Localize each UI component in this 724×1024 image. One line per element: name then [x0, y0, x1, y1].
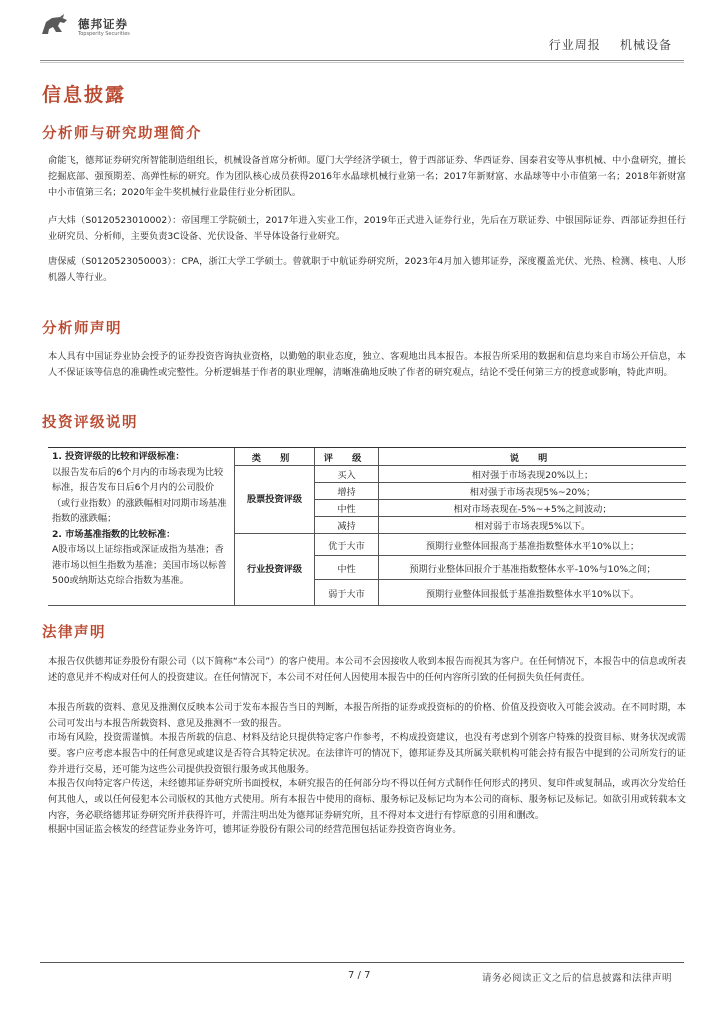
legal-para-2: 本报告所载的资料、意见及推测仅反映本公司于发布本报告当日的判断，本报告所指的证券或投资标的的价格、价值及投资收入可能会波动。在不同时期，本公司可发出与本报告所载资料、意见及推测不一致的报告。 [48, 702, 686, 729]
logo-text: 德邦证券 [78, 17, 128, 31]
rating-neutral-desc: 相对市场表现在-5%~+5%之间波动； [378, 500, 686, 517]
footer-divider [40, 962, 684, 963]
rating-buy: 买入 [314, 466, 378, 483]
criteria-text-1: 以报告发布后的6个月内的市场表现为比较标准，报告发布日后6个月内的公司股价（或行业指数）的涨跌幅相对同期市场基准指数的涨跌幅； [52, 466, 227, 524]
page-title: 信息披露 [42, 84, 127, 106]
analyst-bio-2: 卢大炜（S0120523010002）：帝国理工学院硕士，2017年进入实业工作，2019年正式进入证券行业，先后在万联证券、中银国际证券、西部证券担任行业研究员、分析师，主要负责3C设备、光伏设备、半导体设备行业研究。 [48, 215, 686, 242]
report-category: 行业周报 机械设备 [548, 38, 672, 52]
analyst-bio-3: 唐保威（S0120523050003）：CPA，浙江大学工学硕士。曾就职于中航证券研究所，2023年4月加入德邦证券，深度覆盖光伏、光热、检测、核电、人形机器人等行业。 [48, 256, 686, 283]
col-header-category: 类 别 [234, 448, 314, 466]
criteria-text-2: A股市场以上证综指或深证成指为基准；香港市场以恒生指数为基准；美国市场以标普500或纳斯达克综合指数为基准。 [52, 544, 227, 586]
rating-title: 投资评级说明 [42, 415, 138, 431]
rating-underperform: 弱于大市 [314, 580, 378, 605]
header-divider-secondary [40, 62, 684, 63]
col-header-rating: 评 级 [314, 448, 378, 466]
analyst-statement-title: 分析师声明 [42, 321, 122, 337]
analyst-bio-1: 俞能飞，德邦证券研究所智能制造组组长，机械设备首席分析师。厦门大学经济学硕士，曾于西部证券、华西证券、国泰君安等从事机械、中小盘研究，擅长挖掘底部、强预期差、高弹性标的研究。作为团队核心成员获得2016年水晶球机械行业第一名；2017年新财富、水晶球等中小市值第一名；2018年新财富中小市值第三名；2020年金牛奖机械行业最佳行业分析团队。 [48, 155, 686, 198]
rating-outperform-desc: 预期行业整体回报高于基准指数整体水平10%以上； [378, 534, 686, 556]
group-industry-rating: 行业投资评级 [234, 534, 314, 605]
legal-title: 法律声明 [42, 625, 106, 641]
rating-criteria [48, 448, 232, 605]
rating-grid [234, 448, 686, 605]
rating-buy-desc: 相对强于市场表现20%以上； [378, 466, 686, 483]
legal-para-4: 本报告仅向特定客户传送，未经德邦证券研究所书面授权，本研究报告的任何部分均不得以任何方式制作任何形式的拷贝、复印件或复制品，或再次分发给任何其他人，或以任何侵犯本公司版权的其他方式使用。所有本报告中使用的商标、服务标记及标记均为本公司的商标、服务标记及标记。如欲引用或转载本文内容，务必联络德邦证券研究所并获得许可，并需注明出处为德邦证券研究所，且不得对本文进行有悖原意的引用和删改。 [48, 778, 686, 821]
company-logo [40, 14, 180, 42]
rating-underperform-desc: 预期行业整体回报低于基准指数整体水平10%以下。 [378, 580, 686, 605]
rating-industry-neutral: 中性 [314, 556, 378, 580]
legal-para-1: 本报告仅供德邦证券股份有限公司（以下简称“本公司”）的客户使用。本公司不会因接收人收到本报告而视其为客户。在任何情况下，本报告中的信息或所表述的意见并不构成对任何人的投资建议。在任何情况下，本公司不对任何人因使用本报告中的任何内容所引致的任何损失负任何责任。 [48, 656, 686, 683]
criteria-heading-2: 2. 市场基准指数的比较标准： [52, 528, 176, 540]
legal-para-3: 市场有风险，投资需谨慎。本报告所载的信息、材料及结论只提供特定客户作参考，不构成投资建议，也没有考虑到个别客户特殊的投资目标、财务状况或需要。客户应考虑本报告中的任何意见或建议是否符合其特定状况。在法律许可的情况下，德邦证券及其所属关联机构可能会持有报告中提到的公司所发行的证券并进行交易，还可能为这些公司提供投资银行服务或其他服务。 [48, 732, 686, 775]
rating-neutral: 中性 [314, 500, 378, 517]
rating-industry-neutral-desc: 预期行业整体回报介于基准指数整体水平-10%与10%之间； [378, 556, 686, 580]
group-stock-rating: 股票投资评级 [234, 466, 314, 534]
rating-underweight-desc: 相对弱于市场表现5%以下。 [378, 517, 686, 534]
analyst-statement-text: 本人具有中国证券业协会授予的证券投资咨询执业资格，以勤勉的职业态度，独立、客观地出具本报告。本报告所采用的数据和信息均来自市场公开信息，本人不保证该等信息的准确性或完整性。分析逻辑基于作者的职业理解，清晰准确地反映了作者的研究观点，结论不受任何第三方的授意或影响，特此声明。 [48, 351, 686, 378]
rating-outperform: 优于大市 [314, 534, 378, 556]
logo-subtitle: Topsperity Securities [78, 31, 130, 37]
criteria-heading-1: 1. 投资评级的比较和评级标准： [52, 451, 185, 462]
bull-logo-icon [40, 14, 70, 38]
analyst-intro-title: 分析师与研究助理简介 [42, 126, 202, 142]
header-divider [40, 60, 684, 61]
col-header-desc: 说 明 [378, 448, 686, 466]
rating-table [48, 447, 686, 606]
legal-para-5: 根据中国证监会核发的经营证券业务许可，德邦证券股份有限公司的经营范围包括证券投资咨询业务。 [48, 824, 462, 835]
footer-disclaimer: 请务必阅读正文之后的信息披露和法律声明 [481, 973, 672, 984]
rating-underweight: 减持 [314, 517, 378, 534]
rating-overweight-desc: 相对强于市场表现5%~20%； [378, 483, 686, 500]
rating-overweight: 增持 [314, 483, 378, 500]
page-number: 7 / 7 [348, 970, 371, 981]
